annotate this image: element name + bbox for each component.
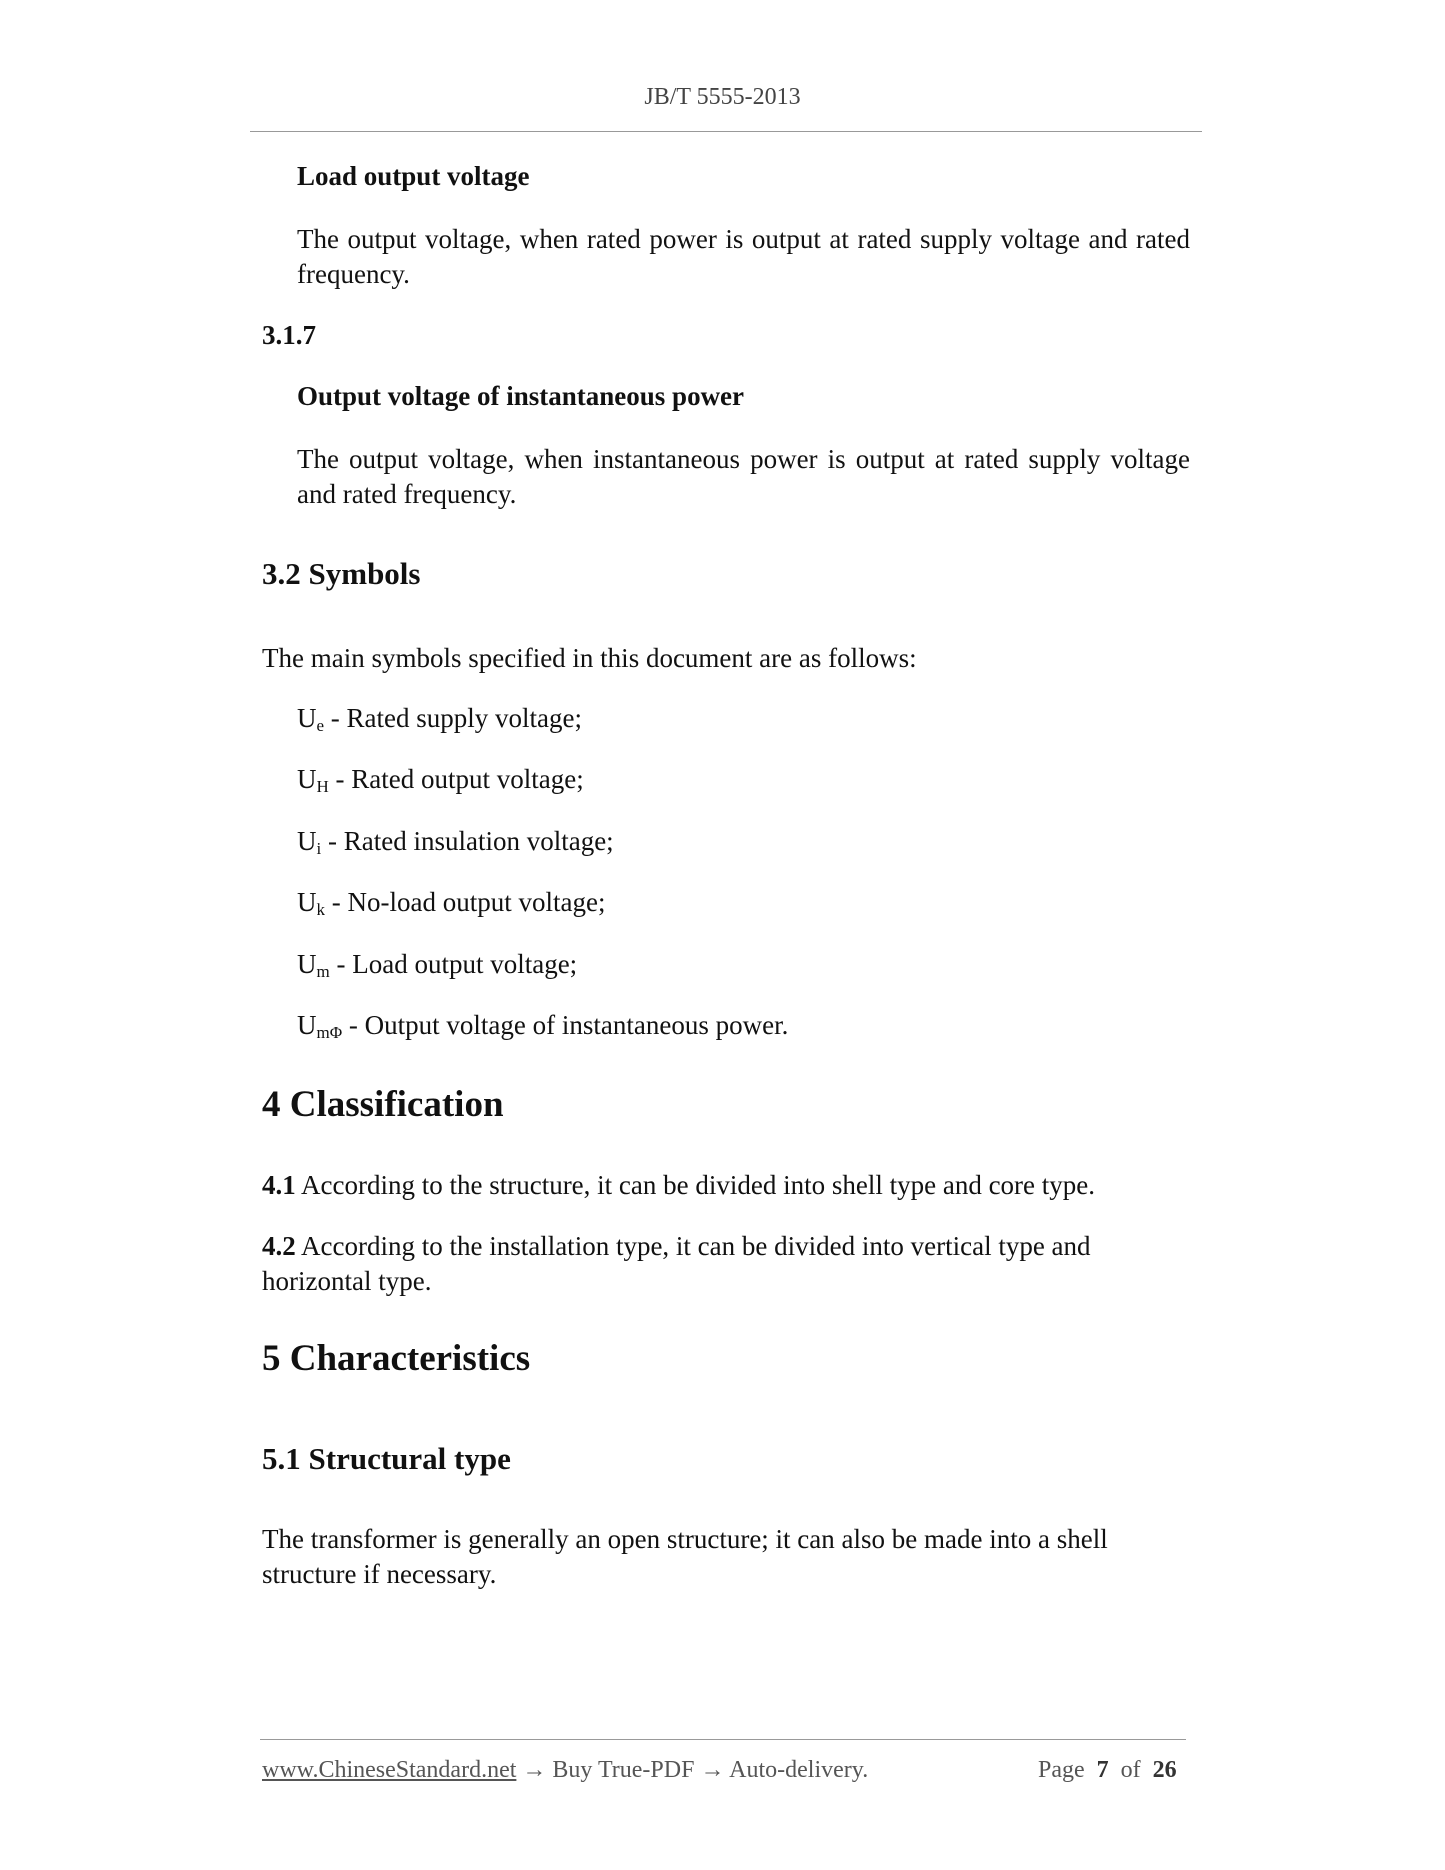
term-output-voltage-instantaneous: Output voltage of instantaneous power	[297, 381, 745, 411]
symbol-item: $U_H$ - Rated output voltage;	[297, 764, 584, 796]
symbol-item: $U_m$ - Load output voltage;	[297, 949, 578, 981]
clause-number-317: 3.1.7	[262, 320, 316, 350]
buy-true-pdf-text: Buy True-PDF	[552, 1757, 695, 1783]
symbol-item: $U_i$ - Rated insulation voltage;	[297, 826, 614, 858]
definition-load-output-voltage: The output voltage, when rated power is output at rated supply voltage and rated frequency.	[297, 224, 1190, 289]
clause-4-1: 4.1 According to the structure, it can be divided into shell type and core type.	[262, 1170, 1096, 1200]
symbol-item: $U_e$ - Rated supply voltage;	[297, 703, 582, 735]
current-page-number: 7	[1096, 1757, 1109, 1783]
arrow-right-icon: →	[694, 1757, 730, 1783]
footer-divider	[260, 1739, 1186, 1740]
header-divider	[250, 131, 1202, 132]
heading-classification: 4 Classification	[262, 1084, 504, 1125]
heading-structural-type: 5.1 Structural type	[262, 1441, 511, 1476]
arrow-right-icon: →	[516, 1757, 553, 1783]
page-indicator: Page 7 of 26	[1038, 1757, 1177, 1783]
heading-characteristics: 5 Characteristics	[262, 1338, 531, 1379]
symbols-intro: The main symbols specified in this document are as follows:	[262, 643, 917, 673]
symbol-item: $U_{m\Phi}$ - Output voltage of instantaneous power.	[297, 1010, 789, 1042]
site-link[interactable]: www.ChineseStandard.net	[262, 1757, 517, 1783]
term-load-output-voltage: Load output voltage	[297, 161, 530, 191]
footer-purchase-line	[262, 1757, 868, 1784]
symbol-item: $U_k$ - No-load output voltage;	[297, 887, 606, 919]
definition-output-voltage-instantaneous: The output voltage, when instantaneous power is output at rated supply voltage and rated frequency.	[297, 444, 1190, 509]
total-pages-number: 26	[1152, 1757, 1177, 1783]
structural-type-text: The transformer is generally an open structure; it can also be made into a shell structure if necessary.	[262, 1524, 1108, 1589]
heading-symbols: 3.2 Symbols	[262, 556, 421, 591]
document-code-header: JB/T 5555-2013	[644, 84, 801, 110]
clause-4-2: 4.2 According to the installation type, it can be divided into vertical type and horizontal type.	[262, 1231, 1091, 1296]
auto-delivery-text: Auto-delivery.	[729, 1757, 869, 1783]
